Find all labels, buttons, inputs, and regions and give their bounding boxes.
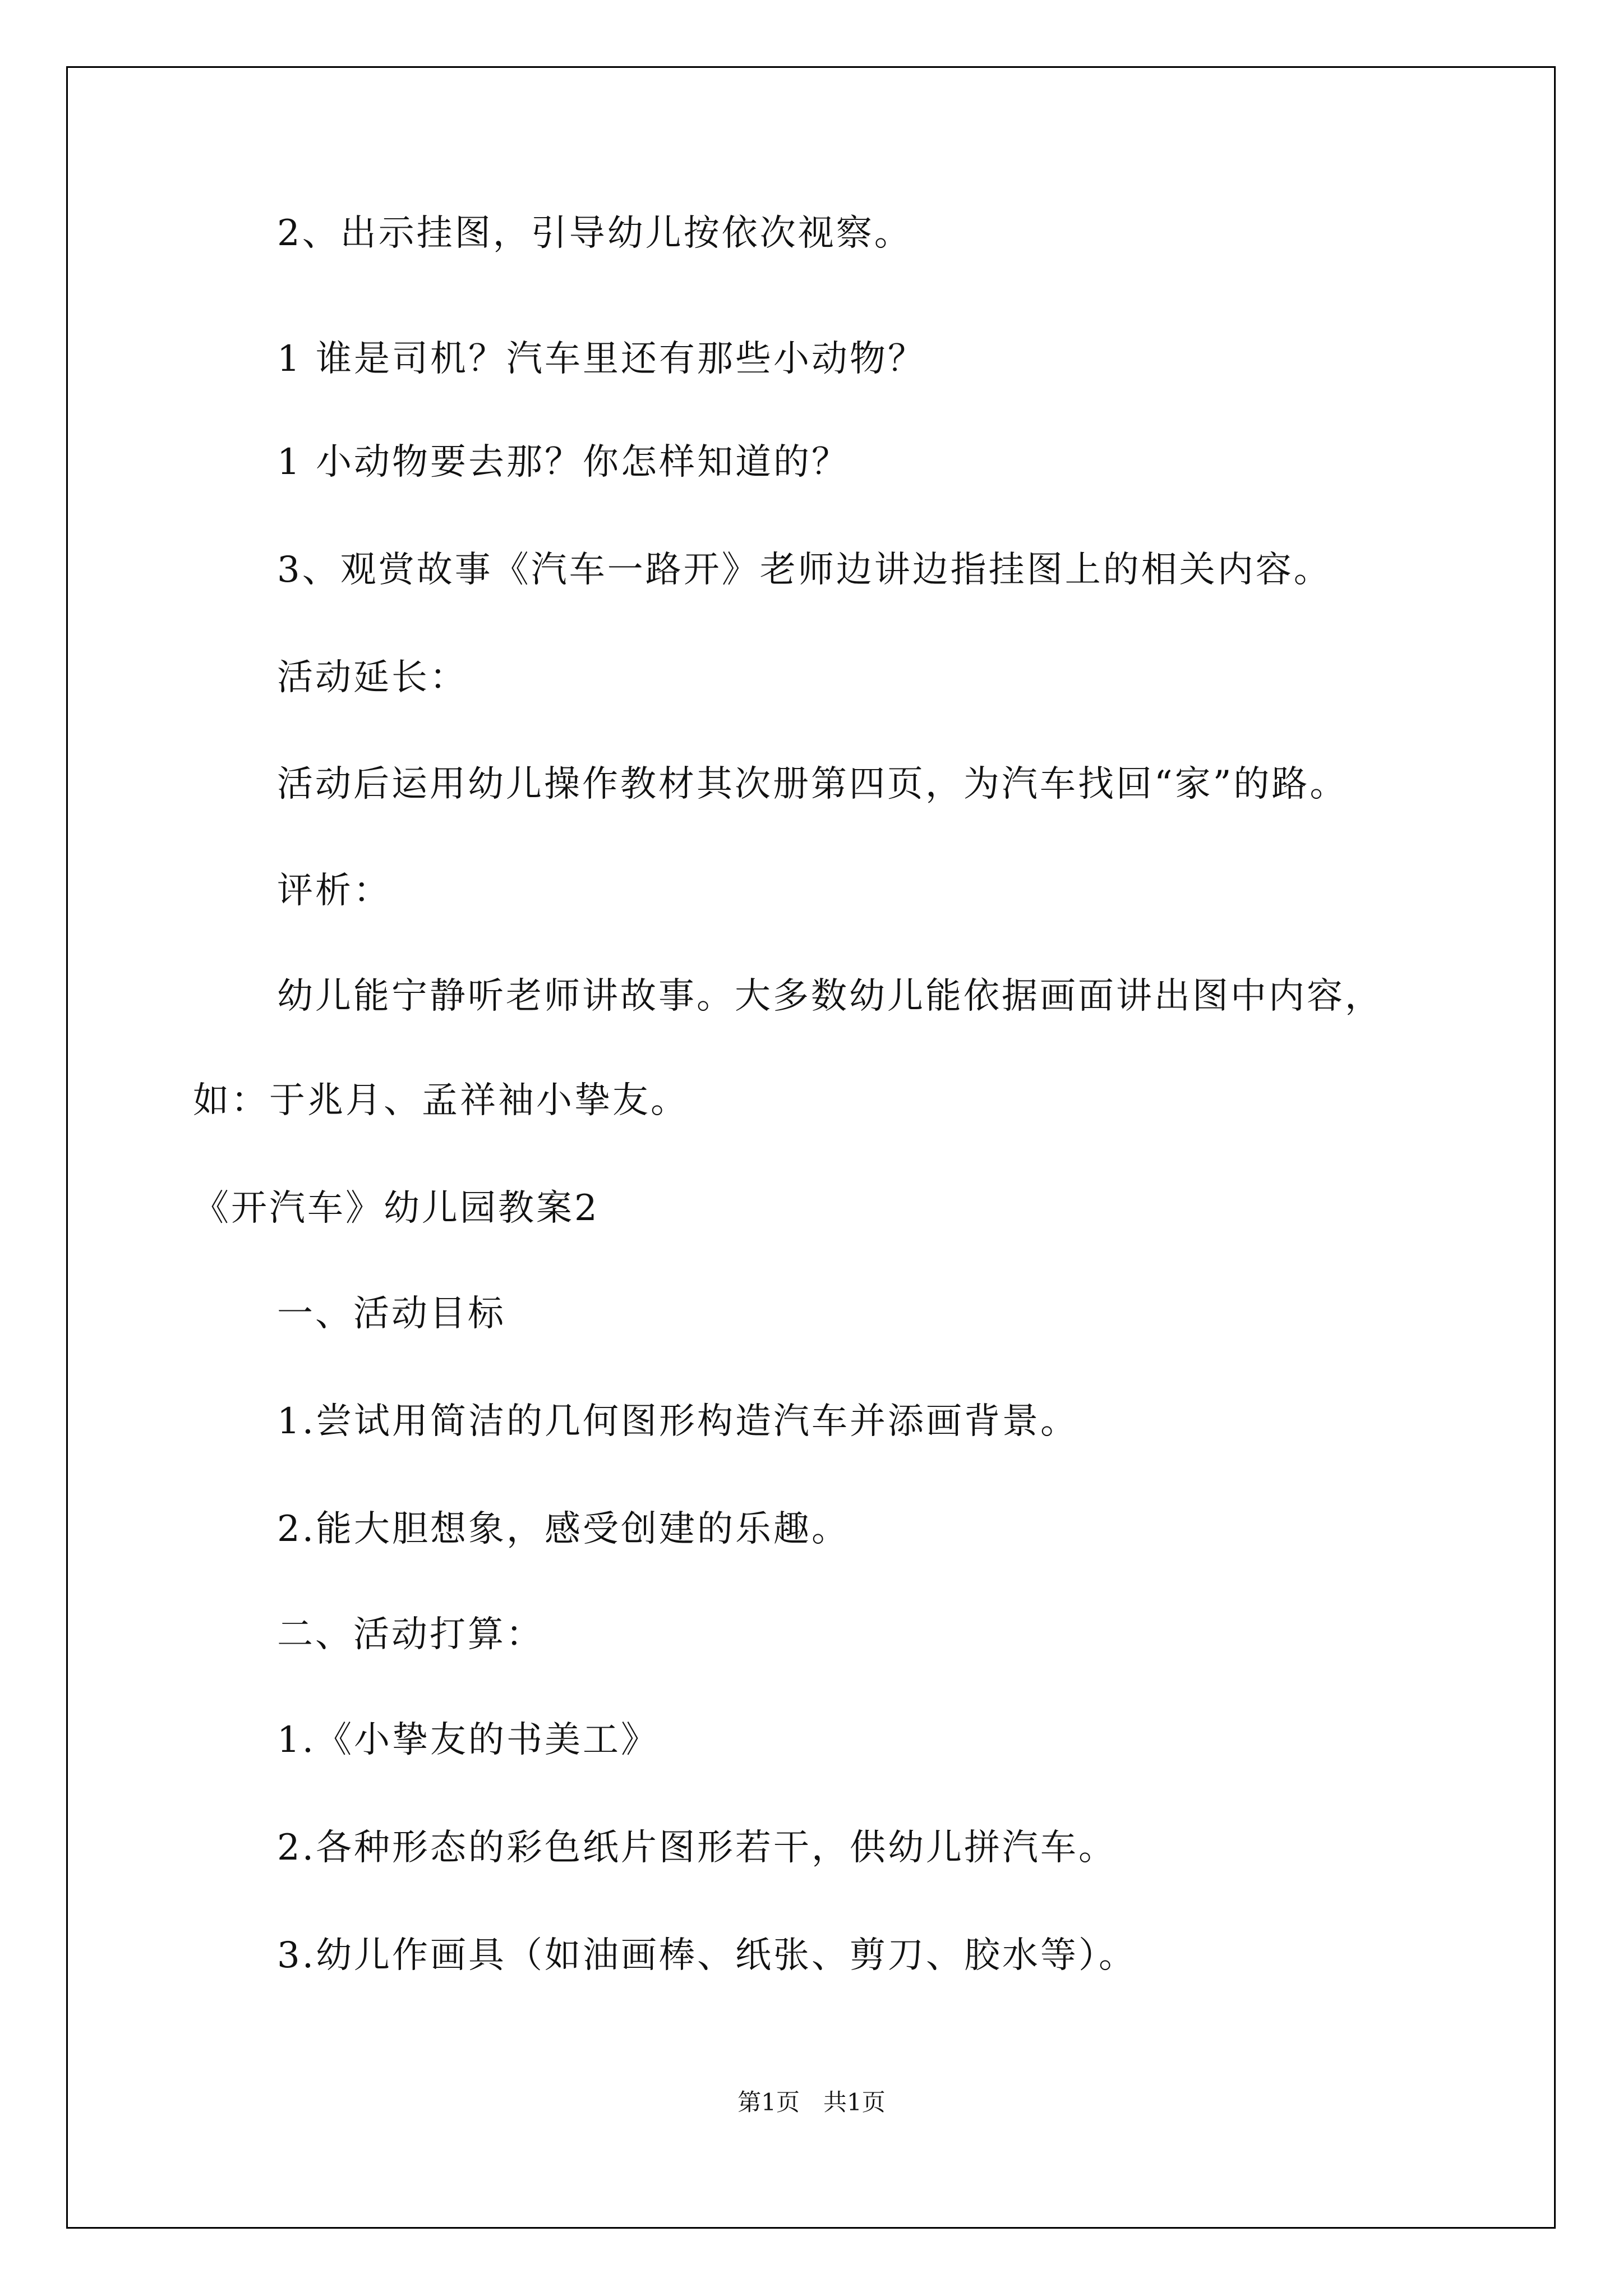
document-title: 《开汽车》幼儿园教案2	[193, 1188, 600, 1229]
paragraph-line: 幼儿能宁静听老师讲故事。大多数幼儿能依据画面讲出图中内容，	[277, 976, 1383, 1017]
paragraph-line: 2、出示挂图，引导幼儿按依次视察。	[277, 213, 912, 254]
section-heading: 评析：	[277, 870, 391, 912]
paragraph-line: 1 小动物要去那？你怎样知道的？	[277, 441, 850, 483]
paragraph-line: 如：于兆月、孟祥袖小挚友。	[193, 1080, 689, 1121]
paragraph-line: 1.尝试用简洁的几何图形构造汽车并添画背景。	[277, 1401, 1079, 1442]
section-heading: 活动延长：	[277, 657, 468, 698]
page-border	[66, 66, 1556, 2229]
paragraph-line: 2.能大胆想象，感受创建的乐趣。	[277, 1508, 850, 1550]
paragraph-line: 3.幼儿作画具（如油画棒、纸张、剪刀、胶水等）。	[277, 1935, 1137, 1976]
paragraph-line: 1 谁是司机？汽车里还有那些小动物？	[277, 338, 926, 380]
paragraph-line: 2.各种形态的彩色纸片图形若干，供幼儿拼汽车。	[277, 1827, 1117, 1869]
section-heading: 一、活动目标	[277, 1293, 506, 1335]
page-footer: 第1页 共1页	[737, 2088, 886, 2116]
paragraph-line: 活动后运用幼儿操作教材其次册第四页，为汽车找回“家”的路。	[277, 763, 1348, 805]
paragraph-line: 1.《小挚友的书美工》	[277, 1719, 660, 1761]
section-heading: 二、活动打算：	[277, 1614, 544, 1655]
paragraph-line: 3、观赏故事《汽车一路开》老师边讲边指挂图上的相关内容。	[277, 549, 1332, 591]
